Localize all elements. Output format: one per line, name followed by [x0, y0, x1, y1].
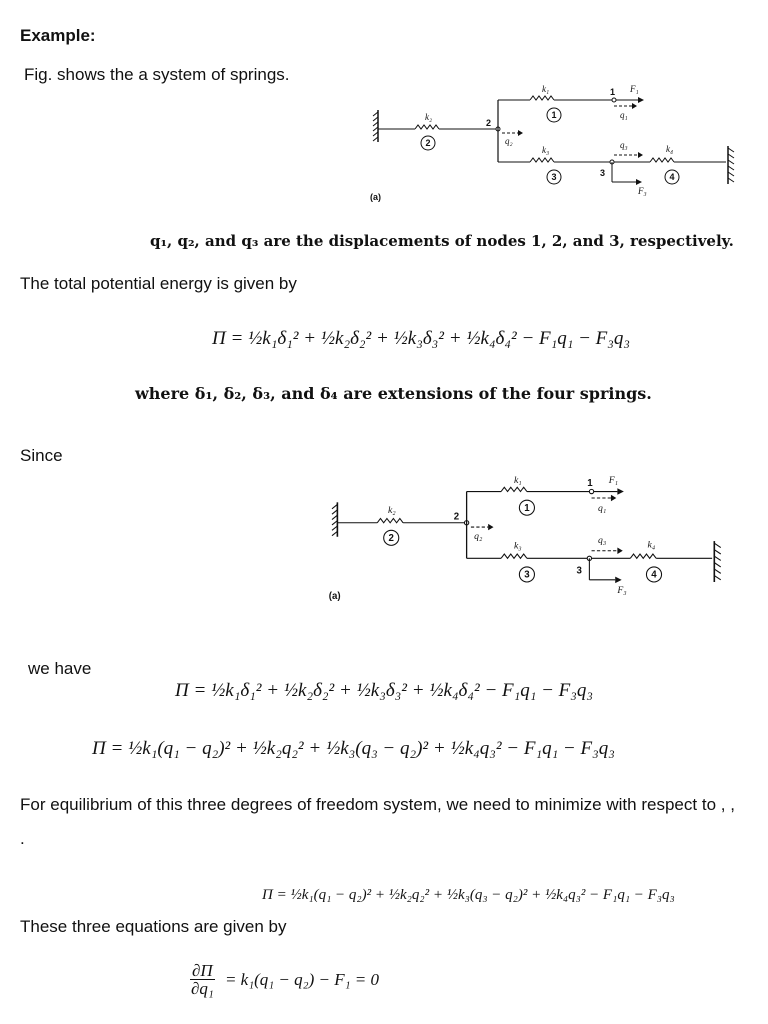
q2-label: q₂ — [474, 530, 483, 542]
example-heading: Example: — [20, 26, 96, 45]
k3-label: k₃ — [542, 145, 550, 155]
since-text: Since — [20, 446, 63, 465]
derivative-denominator: ∂q₁ — [190, 979, 214, 998]
q2-label: q₂ — [505, 136, 513, 146]
k1-label: k₁ — [514, 474, 522, 486]
node-3-label: 3 — [576, 565, 582, 577]
F3-label: F₃ — [638, 186, 647, 196]
q3-label: q₃ — [620, 140, 628, 150]
node-2-label: 2 — [453, 511, 460, 523]
derivative-equation — [190, 962, 379, 997]
node-2-label: 2 — [486, 118, 492, 128]
q3-label: q₃ — [598, 535, 607, 547]
derivative-fraction — [190, 962, 215, 997]
k4-label: k₄ — [666, 144, 674, 154]
extensions-caption: where δ₁, δ₂, δ₃, and δ₄ are extensions of the four springs. — [135, 384, 652, 403]
F1-label: F₁ — [608, 474, 619, 486]
intro-text: Fig. shows the a system of springs. — [24, 65, 290, 84]
k3-label: k₃ — [514, 540, 522, 552]
F1-label: F₁ — [630, 84, 639, 94]
spring-4-number: 4 — [651, 569, 657, 581]
energy-equation: Π = ½k₁δ₁² + ½k₂δ₂² + ½k₃δ₃² + ½k₄δ₄² − F₁q₁ − F₃q₃ — [212, 328, 630, 349]
k4-label: k₄ — [647, 539, 656, 551]
spring-4-number: 4 — [669, 172, 675, 182]
F3-label: F₃ — [617, 584, 627, 596]
derivative-rhs: = k₁(q₁ − q₂) − F₁ = 0 — [224, 969, 379, 989]
we-have-text: we have — [28, 659, 92, 678]
figure-label: (a) — [328, 591, 341, 603]
node-3-label: 3 — [600, 168, 606, 178]
equilibrium-text: For equilibrium of this three degrees of freedom system, we need to minimize with respect to , , . — [20, 795, 735, 848]
figure-label: (a) — [370, 192, 381, 202]
node-1-label: 1 — [587, 478, 593, 490]
node-1-label: 1 — [610, 87, 616, 97]
energy-equation-q-small: Π = ½k₁(q₁ − q₂)² + ½k₂q₂² + ½k₃(q₃ − q₂)² + ½k₄q₃² − F₁q₁ − F₃q₃ — [262, 887, 675, 903]
q1-label: q₁ — [620, 110, 628, 120]
k1-label: k₁ — [542, 84, 550, 94]
spring-2-number: 2 — [425, 138, 431, 148]
three-equations-text: These three equations are given by — [20, 917, 287, 936]
spring-1-number: 1 — [551, 110, 557, 120]
spring-1-number: 1 — [524, 502, 530, 514]
q1-label: q₁ — [598, 502, 607, 514]
spring-system-diagram-2 — [318, 470, 738, 610]
energy-equation-q: Π = ½k₁(q₁ − q₂)² + ½k₂q₂² + ½k₃(q₃ − q₂)² + ½k₄q₃² − F₁q₁ − F₃q₃ — [92, 738, 615, 759]
spring-system-diagram — [370, 80, 740, 210]
spring-3-number: 3 — [551, 172, 557, 182]
spring-3-number: 3 — [524, 569, 530, 581]
spring-2-number: 2 — [388, 533, 394, 545]
spring-system-figure-1 — [370, 80, 740, 210]
displacements-caption: q₁, q₂, and q₃ are the displacements of nodes 1, 2, and 3, respectively. — [150, 232, 734, 250]
k2-label: k₂ — [388, 505, 396, 517]
k2-label: k₂ — [425, 112, 433, 122]
energy-equation-2: Π = ½k₁δ₁² + ½k₂δ₂² + ½k₃δ₃² + ½k₄δ₄² − F₁q₁ − F₃q₃ — [175, 680, 593, 701]
derivative-numerator: ∂Π — [192, 961, 213, 980]
spring-system-figure-2 — [318, 470, 738, 610]
total-pe-text: The total potential energy is given by — [20, 274, 297, 293]
